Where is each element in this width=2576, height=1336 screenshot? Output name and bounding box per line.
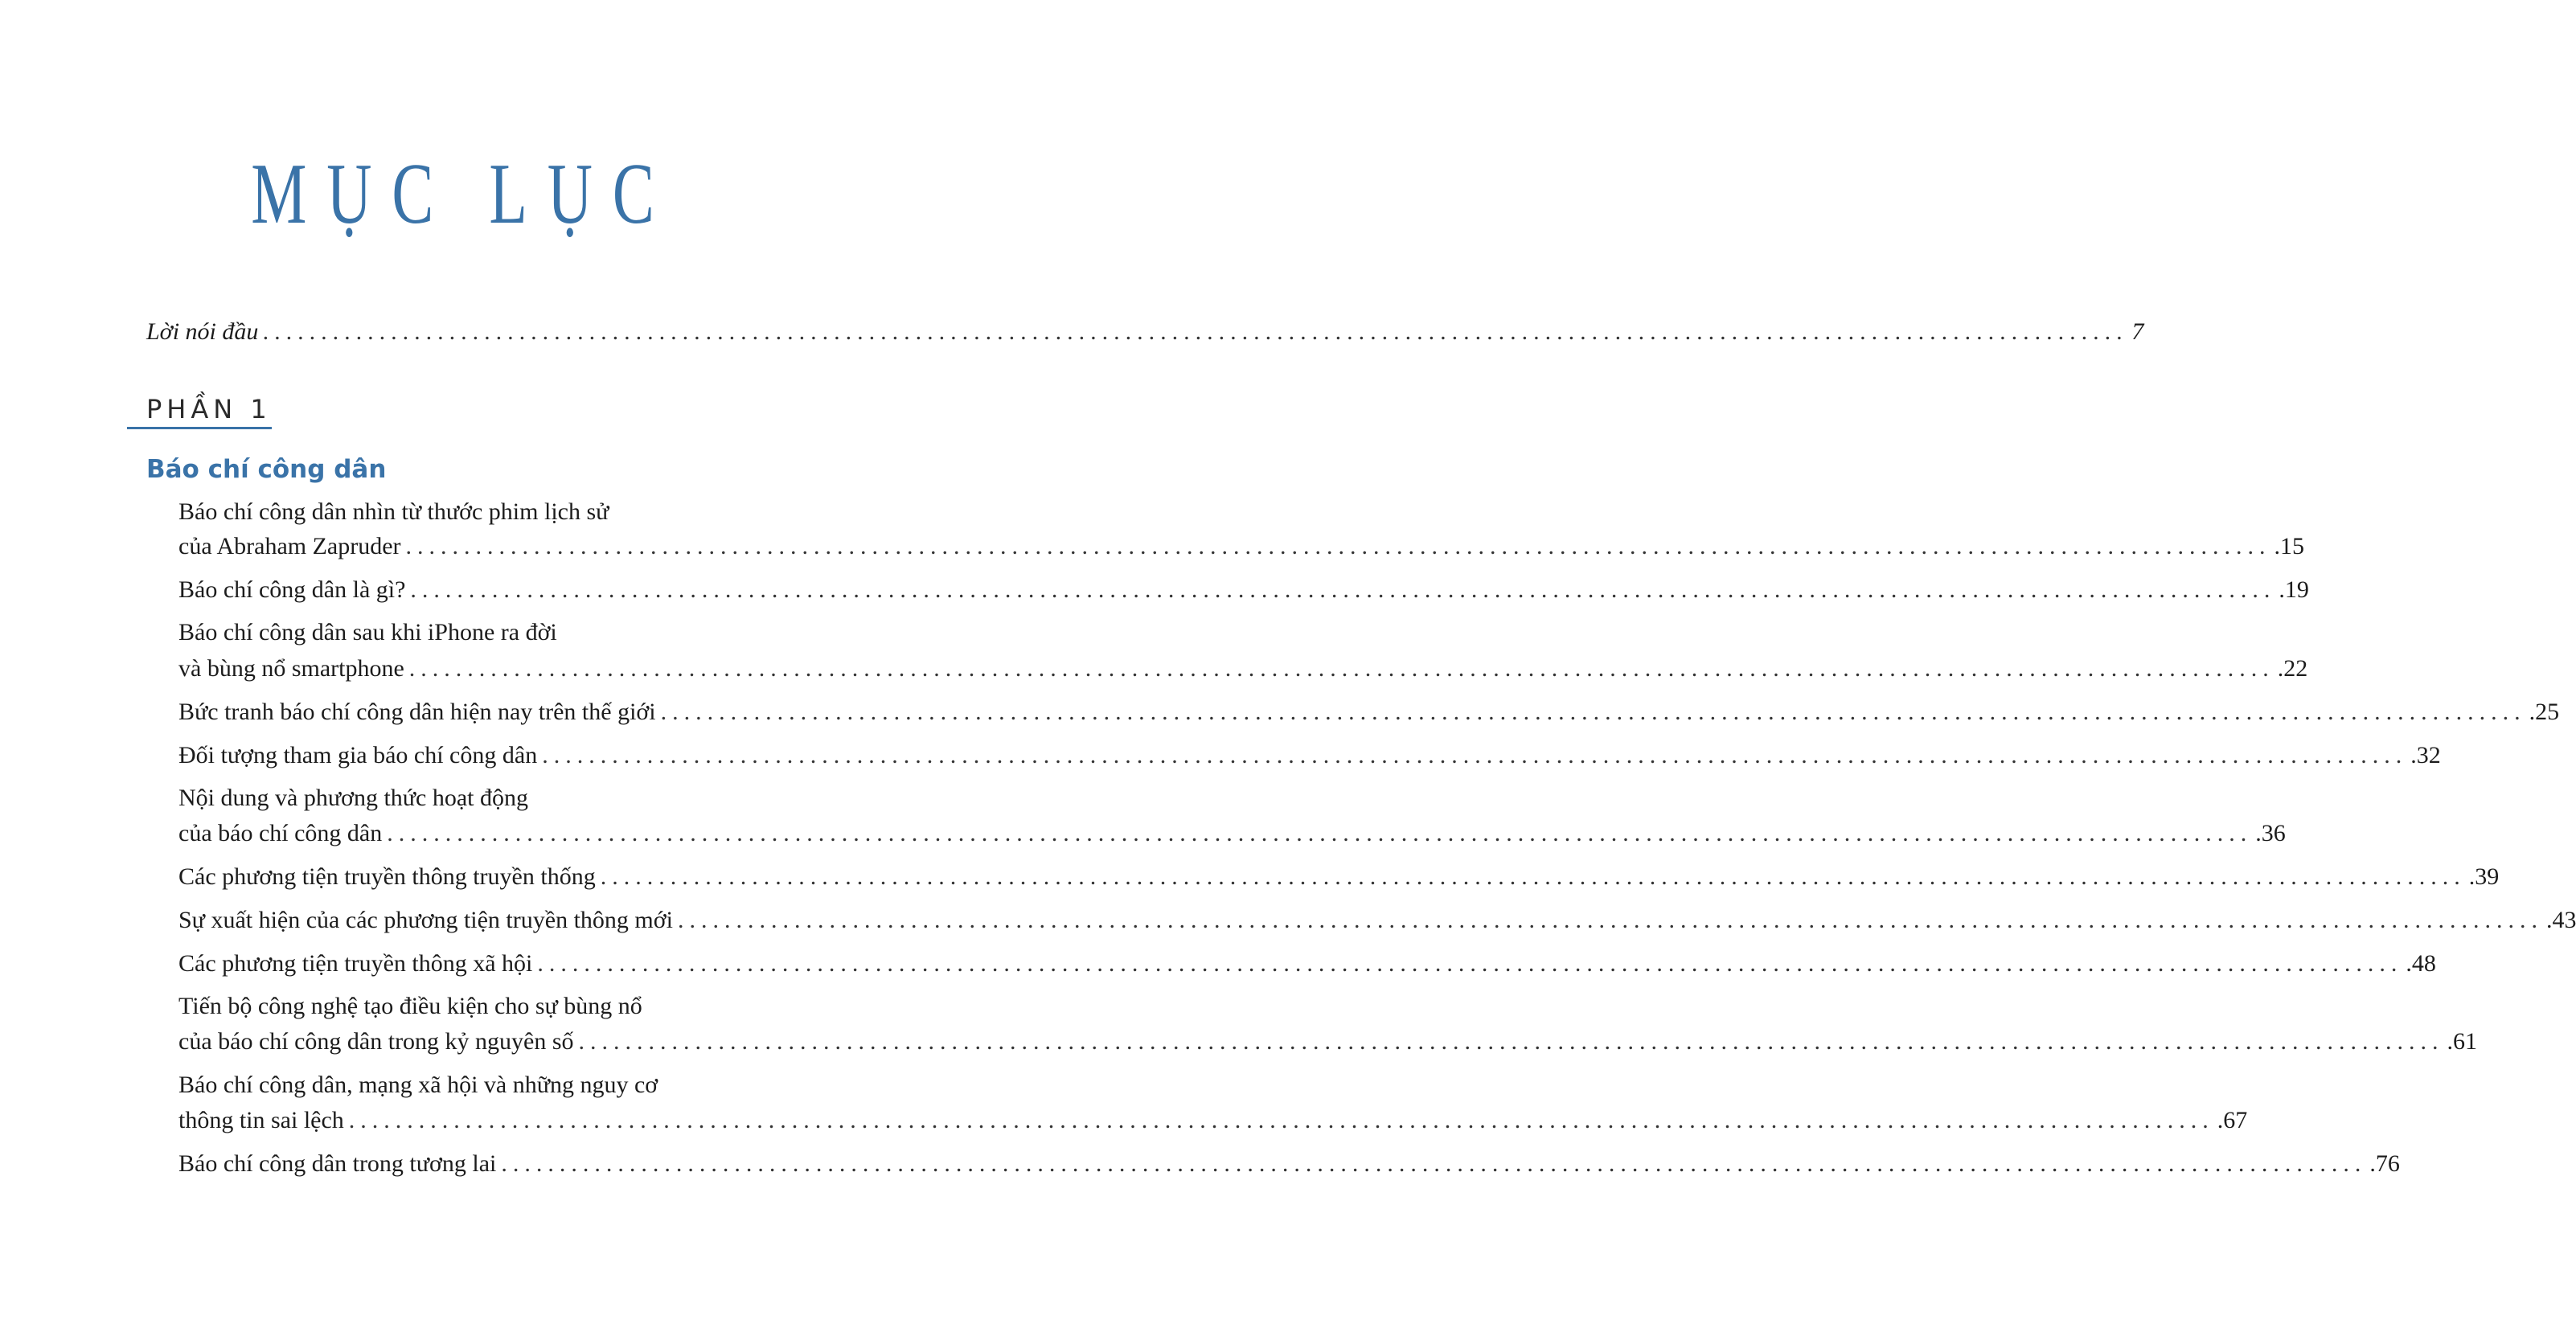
toc-page-number: .43: [2545, 907, 2576, 933]
toc-entry-first-line: Báo chí công dân nhìn từ thước phim lịch sử: [178, 498, 609, 525]
toc-page-number: .32: [2410, 742, 2441, 768]
toc-entry[interactable]: [178, 655, 2308, 682]
toc-entry[interactable]: [178, 533, 2305, 560]
toc-entry[interactable]: [178, 1028, 2478, 1055]
toc-entry-label: của báo chí công dân trong kỷ nguyên số: [178, 1028, 574, 1055]
toc-entry-intro[interactable]: [146, 318, 2144, 346]
toc-entry-label: Báo chí công dân là gì?: [178, 576, 406, 603]
toc-entry-first-line: Báo chí công dân, mạng xã hội và những nguy cơ: [178, 1072, 658, 1098]
toc-entry-label: và bùng nổ smartphone: [178, 655, 404, 682]
toc-page-number: .15: [2274, 533, 2305, 559]
toc-entry-label: Sự xuất hiện của các phương tiện truyền thông mới: [178, 907, 673, 933]
dot-leader: ................................................................................................................................................................: [542, 742, 2408, 768]
dot-leader: ................................................................................................................................................................: [263, 318, 2129, 345]
toc-entry[interactable]: [178, 863, 2500, 891]
dot-leader: ................................................................................................................................................................: [677, 907, 2543, 933]
dot-leader: ................................................................................................................................................................: [578, 1028, 2444, 1055]
toc-entry-first-line: Báo chí công dân sau khi iPhone ra đời: [178, 619, 557, 645]
toc-entry-label: Lời nói đầu: [146, 318, 259, 345]
toc-entry-label: Các phương tiện truyền thông truyền thống: [178, 863, 596, 890]
dot-leader: ................................................................................................................................................................: [410, 576, 2276, 603]
toc-entry[interactable]: [178, 742, 2441, 769]
dot-leader: ................................................................................................................................................................: [405, 533, 2271, 559]
part-underline: [127, 427, 272, 429]
toc-page-number: .48: [2406, 950, 2436, 977]
toc-entry-label: Đối tượng tham gia báo chí công dân: [178, 742, 538, 768]
toc-entry[interactable]: [178, 699, 2560, 726]
dot-leader: ................................................................................................................................................................: [408, 655, 2275, 682]
toc-page-number: .76: [2369, 1150, 2400, 1177]
toc-entry-label: Báo chí công dân trong tương lai: [178, 1150, 497, 1177]
toc-entry-label: của báo chí công dân: [178, 820, 383, 846]
toc-entry-label: của Abraham Zapruder: [178, 533, 401, 559]
toc-entry-first-line: Tiến bộ công nghệ tạo điều kiện cho sự bùng nổ: [178, 993, 642, 1019]
toc-entry-label: thông tin sai lệch: [178, 1107, 344, 1133]
toc-entry-label: Các phương tiện truyền thông xã hội: [178, 950, 533, 977]
part-label: PHẦN 1: [146, 394, 272, 424]
toc-page-number: .36: [2255, 820, 2286, 846]
toc-page-number: .22: [2277, 655, 2308, 682]
dot-leader: ................................................................................................................................................................: [600, 863, 2466, 890]
toc-entry-first-line: Nội dung và phương thức hoạt động: [178, 785, 528, 811]
toc-page-number: 7: [2131, 318, 2144, 345]
toc-entry[interactable]: [178, 907, 2576, 934]
toc-page-number: .19: [2279, 576, 2309, 603]
section-title: Báo chí công dân: [146, 455, 387, 484]
toc-entry[interactable]: [178, 1150, 2400, 1178]
page-title: MỤC LỤC: [251, 146, 675, 242]
dot-leader: ................................................................................................................................................................: [537, 950, 2403, 977]
dot-leader: ................................................................................................................................................................: [660, 699, 2526, 725]
toc-page-number: .61: [2447, 1028, 2478, 1055]
toc-page-number: .25: [2529, 699, 2560, 725]
toc-entry[interactable]: [178, 820, 2286, 847]
toc-entry[interactable]: [178, 950, 2436, 977]
dot-leader: ................................................................................................................................................................: [387, 820, 2253, 846]
dot-leader: ................................................................................................................................................................: [501, 1150, 2367, 1177]
toc-page-number: .39: [2468, 863, 2500, 890]
toc-entry-label: Bức tranh báo chí công dân hiện nay trên thế giới: [178, 699, 656, 725]
dot-leader: ................................................................................................................................................................: [348, 1107, 2214, 1133]
toc-entry[interactable]: [178, 1107, 2248, 1134]
toc-entry[interactable]: [178, 576, 2309, 604]
toc-page-number: .67: [2217, 1107, 2248, 1133]
